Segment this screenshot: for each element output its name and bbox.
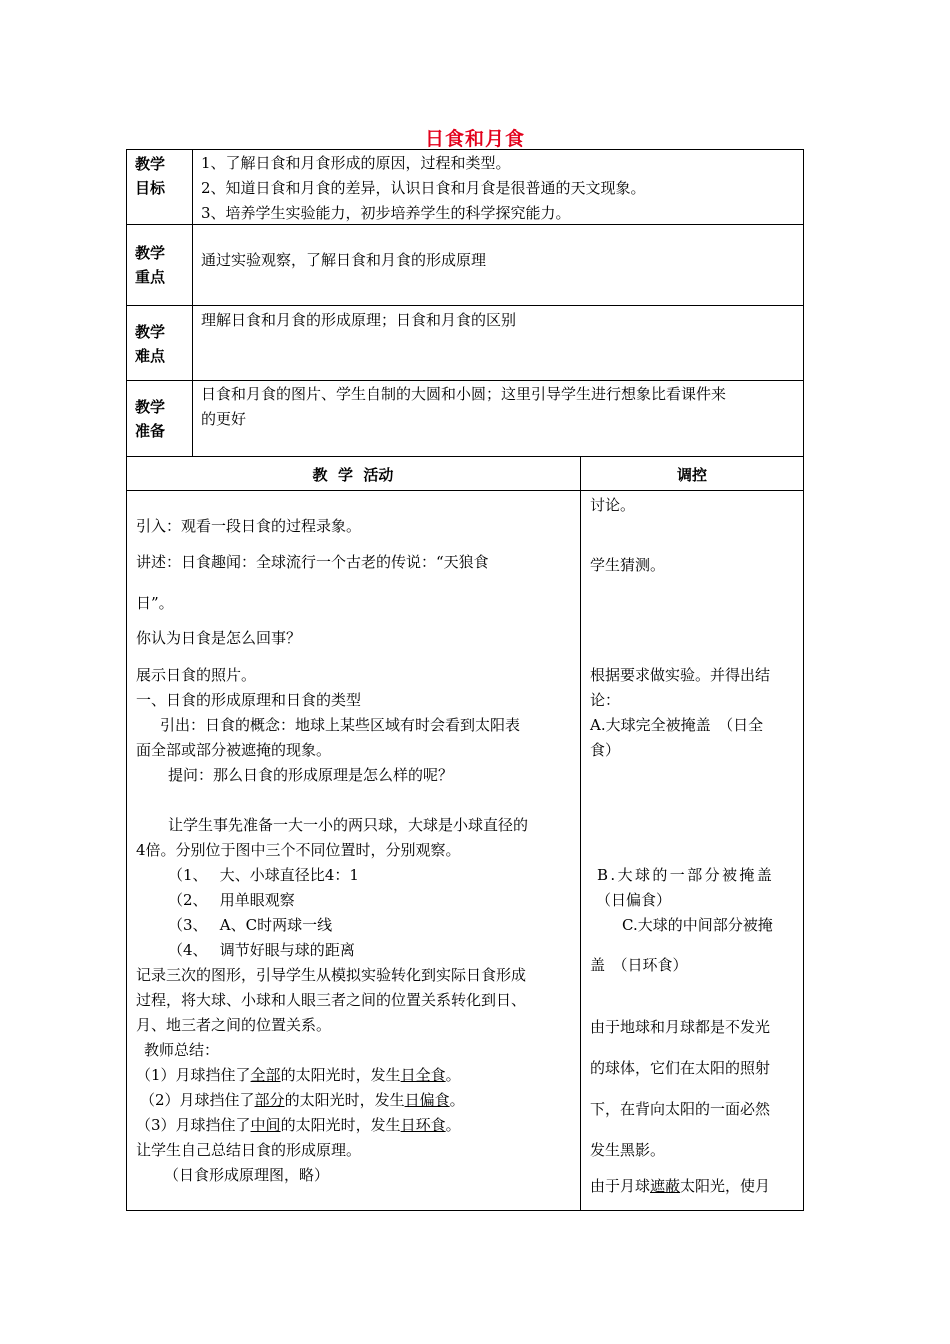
control-line: 发生黑影。 — [590, 1141, 666, 1159]
control-header: 调控 — [676, 466, 707, 484]
activity-line: 记录三次的图形，引导学生从模拟实验转化到实际日食形成 — [136, 966, 527, 984]
goal-line: 2、知道日食和月食的差异，认识日食和月食是很普通的天文现象。 — [201, 179, 646, 197]
step-line: （1、 大、小球直径比4：1 — [168, 866, 359, 884]
control-line: 论： — [590, 691, 621, 709]
goal-line: 3、培养学生实验能力，初步培养学生的科学探究能力。 — [201, 204, 571, 222]
column-divider — [192, 149, 193, 457]
activity-line: 过程，将大球、小球和人眼三者之间的位置关系转化到日、 — [136, 991, 527, 1009]
activity-line: 面全部或部分被遮掩的现象。 — [136, 741, 332, 759]
activity-line: 一、日食的形成原理和日食的类型 — [136, 691, 362, 709]
activity-line: 日”。 — [136, 594, 174, 612]
summary-line: （2）月球挡住了部分的太阳光时，发生日偏食。 — [140, 1091, 465, 1109]
difficulty-label: 教学 难点 — [135, 323, 166, 365]
control-line: 盖 （日环食） — [590, 956, 688, 974]
goal-line: 1、了解日食和月食形成的原因，过程和类型。 — [201, 154, 511, 172]
row-divider — [126, 380, 804, 381]
control-line: 由于地球和月球都是不发光 — [590, 1018, 771, 1036]
activity-line: 4倍。分别位于图中三个不同位置时，分别观察。 — [136, 841, 461, 859]
difficulty-text: 理解日食和月食的形成原理；日食和月食的区别 — [201, 311, 517, 329]
control-line: 食） — [590, 741, 621, 759]
page-title: 日食和月食 — [424, 128, 525, 150]
step-line: （3、 A、C时两球一线 — [168, 916, 333, 934]
summary-line: （3）月球挡住了中间的太阳光时，发生日环食。 — [136, 1116, 461, 1134]
row-divider — [126, 456, 804, 457]
prep-label: 教学 准备 — [135, 398, 166, 440]
prep-line: 日食和月食的图片、学生自制的大圆和小圆；这里引导学生进行想象比看课件来 — [201, 385, 727, 403]
activity-line: 展示日食的照片。 — [136, 666, 257, 684]
focus-label: 教学 重点 — [135, 244, 166, 286]
activity-line: 教师总结： — [144, 1041, 220, 1059]
row-divider — [126, 490, 804, 491]
row-divider — [126, 305, 804, 306]
activity-line: 让学生自己总结日食的形成原理。 — [136, 1141, 362, 1159]
control-line: 讨论。 — [590, 496, 636, 514]
activity-header: 教 学 活动 — [312, 466, 394, 484]
control-line: B.大球的一部分被掩盖 — [597, 866, 775, 884]
control-line: 下，在背向太阳的一面必然 — [590, 1100, 771, 1118]
activity-line: 月、地三者之间的位置关系。 — [136, 1016, 332, 1034]
activity-line: 你认为日食是怎么回事？ — [136, 629, 302, 647]
control-line: 由于月球遮蔽太阳光，使月 — [590, 1177, 771, 1195]
activity-line: （日食形成原理图，略） — [164, 1166, 330, 1184]
control-line: A.大球完全被掩盖 （日全 — [590, 716, 764, 734]
control-line: 学生猜测。 — [590, 556, 666, 574]
activity-line: 讲述：日食趣闻：全球流行一个古老的传说：“天狼食 — [136, 553, 489, 571]
activity-line: 引入：观看一段日食的过程录象。 — [136, 517, 362, 535]
control-line: 的球体，它们在太阳的照射 — [590, 1059, 771, 1077]
control-line: 根据要求做实验。并得出结 — [590, 666, 771, 684]
goals-label: 教学 目标 — [135, 155, 166, 197]
control-line: C.大球的中间部分被掩 — [622, 916, 773, 934]
activity-line: 引出：日食的概念：地球上某些区域有时会看到太阳表 — [160, 716, 521, 734]
activity-line: 让学生事先准备一大一小的两只球，大球是小球直径的 — [168, 816, 529, 834]
step-line: （2、 用单眼观察 — [168, 891, 295, 909]
focus-text: 通过实验观察，了解日食和月食的形成原理 — [201, 251, 487, 269]
control-line: （日偏食） — [596, 891, 672, 909]
step-line: （4、 调节好眼与球的距离 — [168, 941, 355, 959]
activity-line: 提问：那么日食的形成原理是怎么样的呢？ — [168, 766, 454, 784]
summary-line: （1）月球挡住了全部的太阳光时，发生日全食。 — [136, 1066, 461, 1084]
column-divider — [580, 456, 581, 1211]
prep-line: 的更好 — [201, 410, 247, 428]
